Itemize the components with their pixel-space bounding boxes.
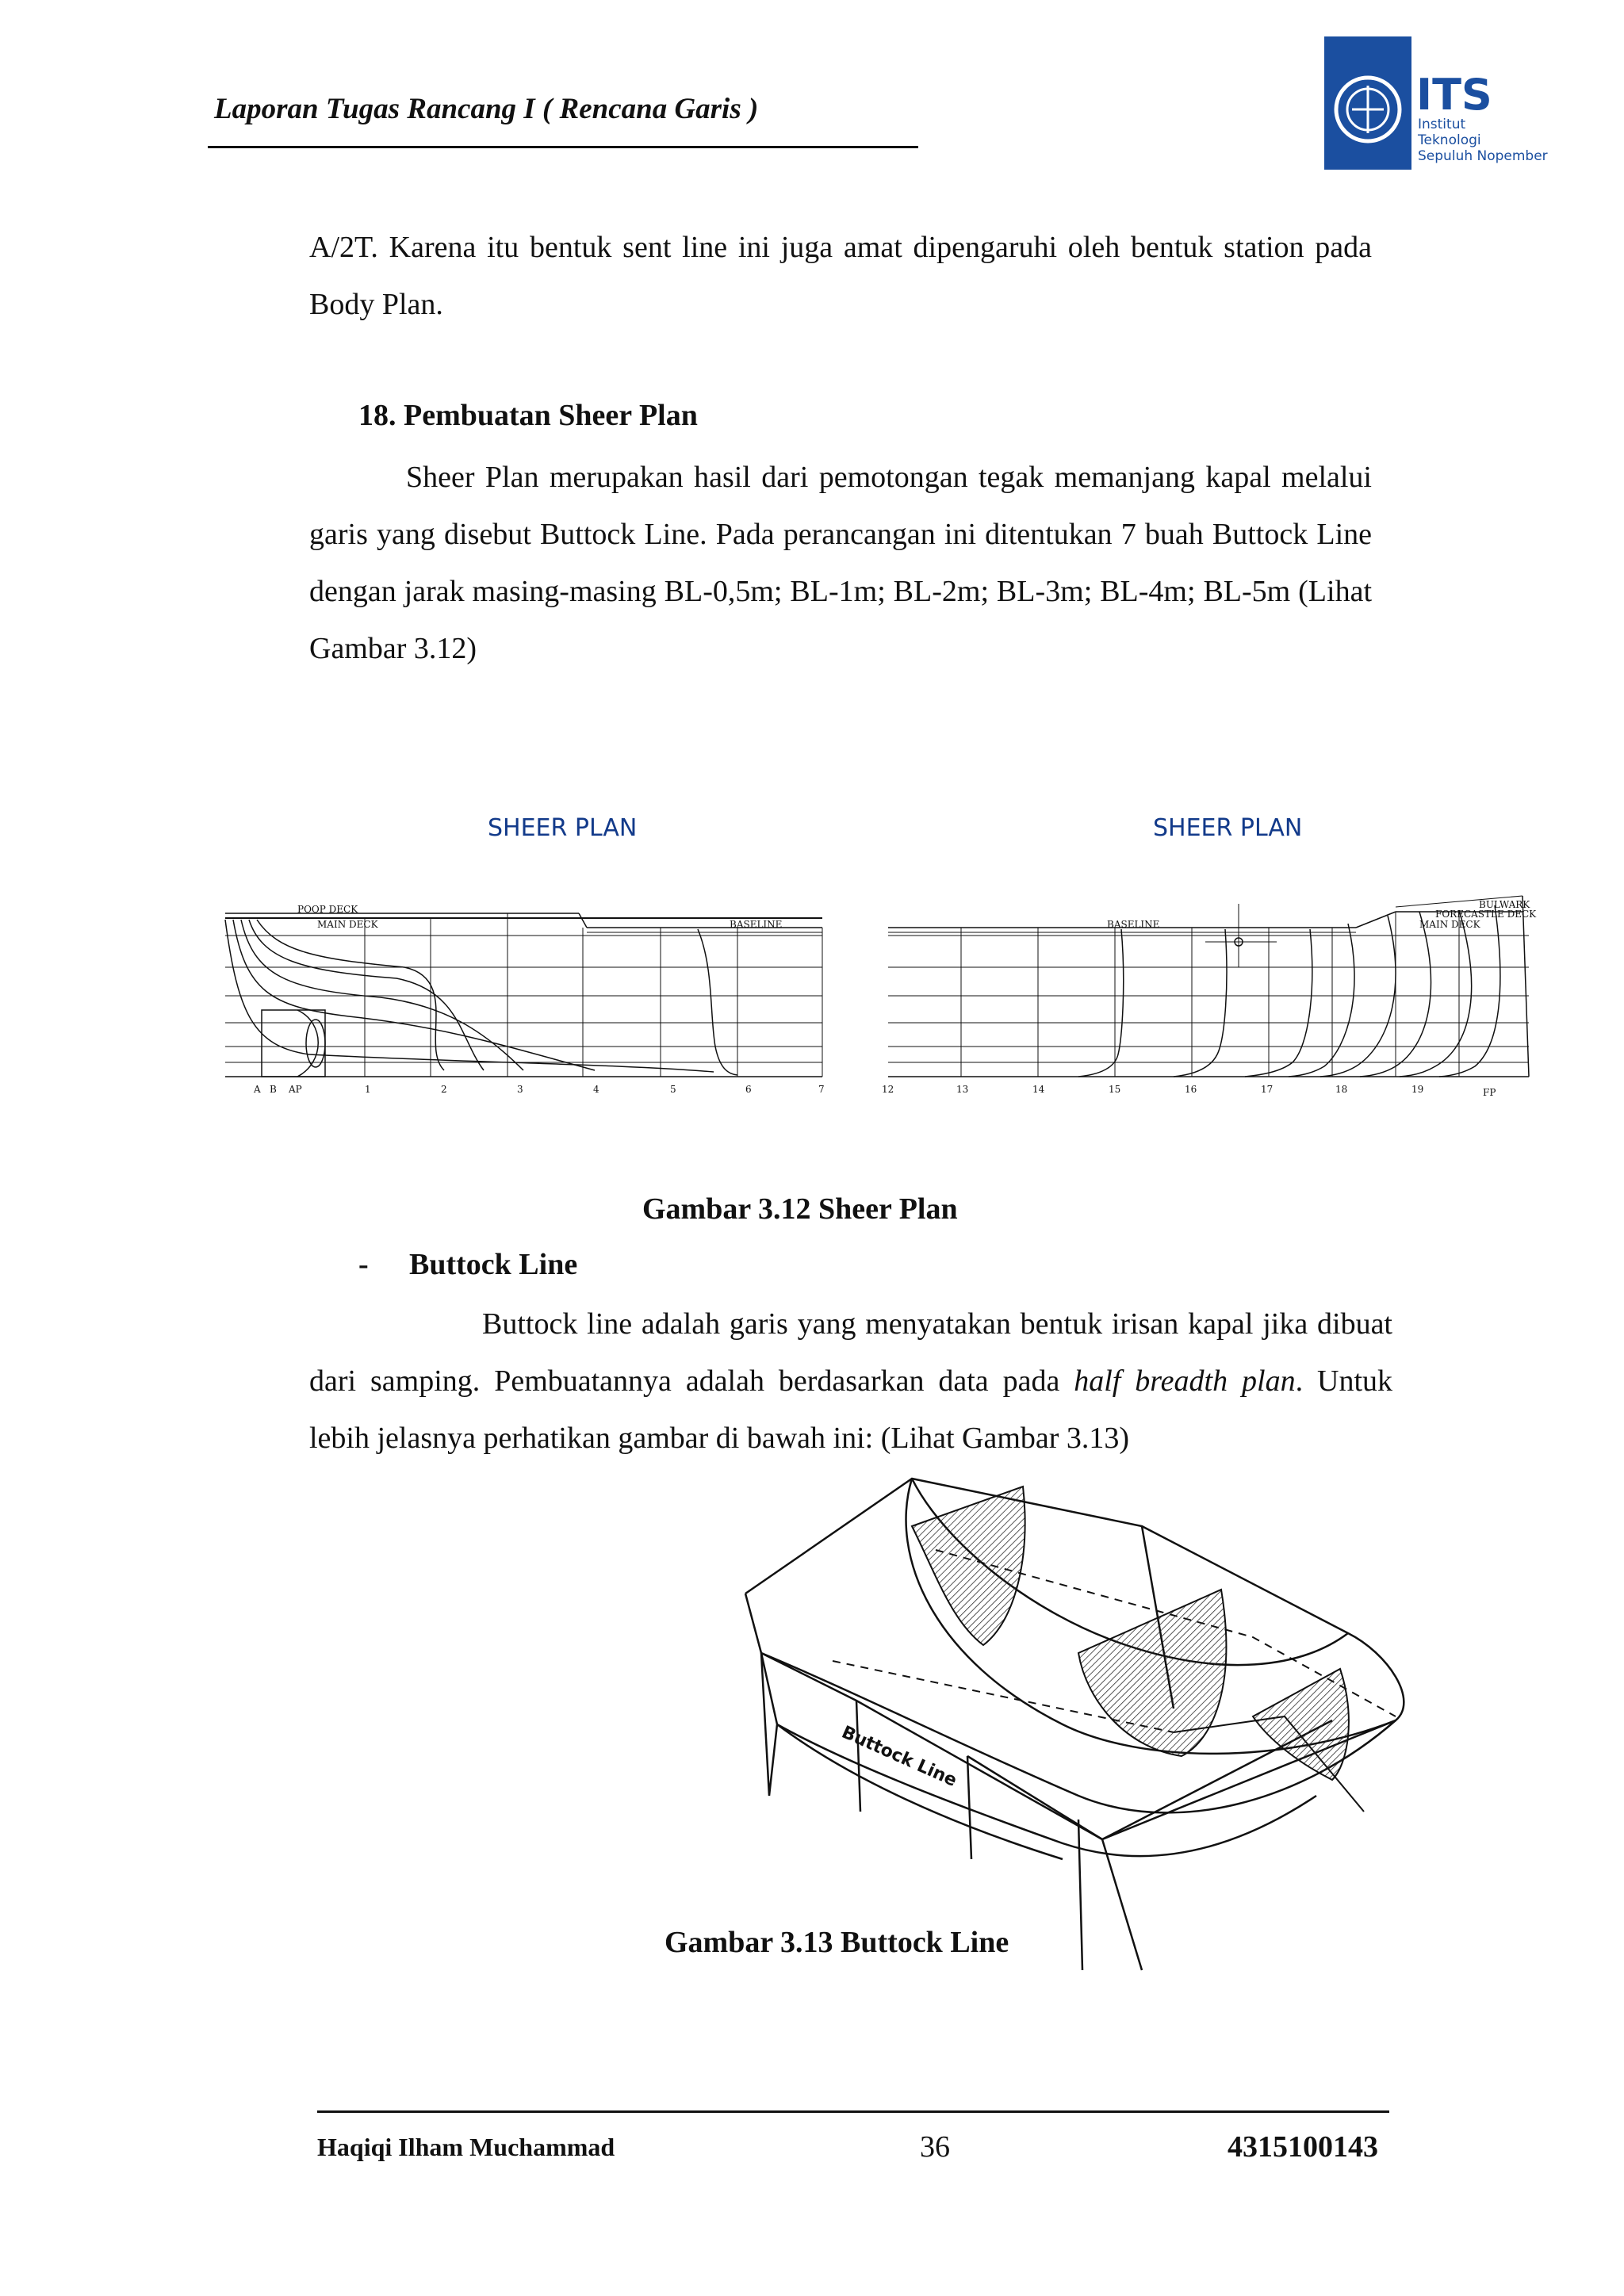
deck-label-forecastle: FORECASTLE DECK (1435, 909, 1537, 920)
station-label-4: 4 (593, 1084, 599, 1095)
station-label-19: 19 (1411, 1084, 1424, 1095)
paragraph-3 (309, 1295, 1392, 1467)
footer-author-name: Haqiqi Ilham Muchammad (317, 2133, 615, 2161)
paragraph-3-part-a: Buttock line adalah garis yang menyatakan bentuk irisan kapal jika dibuat dari samping. Pembuatannya adalah berdasarkan data pada (309, 1307, 1392, 1398)
figure-3-13-caption: Gambar 3.13 Buttock Line (665, 1926, 1009, 1959)
deck-label-poop: POOP DECK (297, 904, 358, 915)
paragraph-2: Sheer Plan merupakan hasil dari pemotongan tegak memanjang kapal melalui garis yang disebut Buttock Line. Pada perancangan ini ditentukan 7 buah Buttock Line dengan jarak masing-masing BL-0,5m; BL-1m; BL-2m; BL-3m; BL-4m; BL-5m (Lihat Gambar 3.12) (309, 461, 1372, 665)
header-rule (208, 146, 918, 148)
station-label-B: B (270, 1084, 277, 1095)
station-label-14: 14 (1032, 1084, 1045, 1095)
footer-rule (317, 2110, 1389, 2113)
sheer-plan-left (225, 913, 822, 1077)
station-label-15: 15 (1109, 1084, 1121, 1095)
buttock-line-heading: Buttock Line (409, 1248, 578, 1281)
station-label-16: 16 (1185, 1084, 1197, 1095)
sheer-plan-title-right: SHEER PLAN (1153, 814, 1303, 842)
footer-student-id: 4315100143 (1228, 2130, 1378, 2164)
deck-label-main-left: MAIN DECK (317, 919, 378, 930)
station-label-A: A (254, 1084, 261, 1095)
section-heading-sheer-plan: 18. Pembuatan Sheer Plan (358, 399, 698, 432)
logo-line-2: Teknologi (1418, 132, 1481, 148)
station-label-17: 17 (1261, 1084, 1274, 1095)
bullet-dash: - (358, 1248, 369, 1281)
footer-page-number: 36 (920, 2130, 950, 2164)
header-title: Laporan Tugas Rancang I ( Rencana Garis ) (214, 93, 759, 125)
station-label-5: 5 (670, 1084, 676, 1095)
station-label-18: 18 (1335, 1084, 1348, 1095)
station-label-7: 7 (818, 1084, 825, 1095)
buttock-line-label: Buttock Line (838, 1722, 960, 1791)
sheer-plan-figure (222, 809, 1538, 1102)
its-logo (1324, 36, 1562, 170)
buttock-line-figure (730, 1463, 1411, 1986)
sheer-plan-title-left: SHEER PLAN (488, 814, 638, 842)
logo-line-1: Institut (1418, 117, 1466, 132)
station-label-12: 12 (882, 1084, 894, 1095)
paragraph-1: A/2T. Karena itu bentuk sent line ini juga amat dipengaruhi oleh bentuk station pada Body Plan. (309, 231, 1372, 321)
logo-line-3: Sepuluh Nopember (1418, 148, 1548, 164)
deck-label-bulwark: BULWARK (1479, 899, 1530, 910)
deck-label-main-right: MAIN DECK (1419, 919, 1480, 930)
station-label-1: 1 (365, 1084, 371, 1095)
station-label-AP: AP (289, 1084, 302, 1095)
paragraph-3-part-b: . Untuk lebih jelasnya perhatikan gambar di bawah ini: (Lihat Gambar 3.13) (309, 1364, 1392, 1455)
station-label-2: 2 (441, 1084, 447, 1095)
station-label-3: 3 (517, 1084, 523, 1095)
baseline-label-left: BASELINE (730, 919, 783, 930)
station-label-FP: FP (1483, 1087, 1496, 1098)
logo-its-text: ITS (1416, 70, 1492, 120)
sheer-plan-right-labels (882, 899, 1537, 1098)
figure-3-12-caption: Gambar 3.12 Sheer Plan (642, 1192, 958, 1226)
paragraph-3-italic: half breadth plan (1074, 1364, 1296, 1398)
station-label-6: 6 (745, 1084, 752, 1095)
station-label-13: 13 (956, 1084, 969, 1095)
baseline-label-right: BASELINE (1107, 919, 1160, 930)
